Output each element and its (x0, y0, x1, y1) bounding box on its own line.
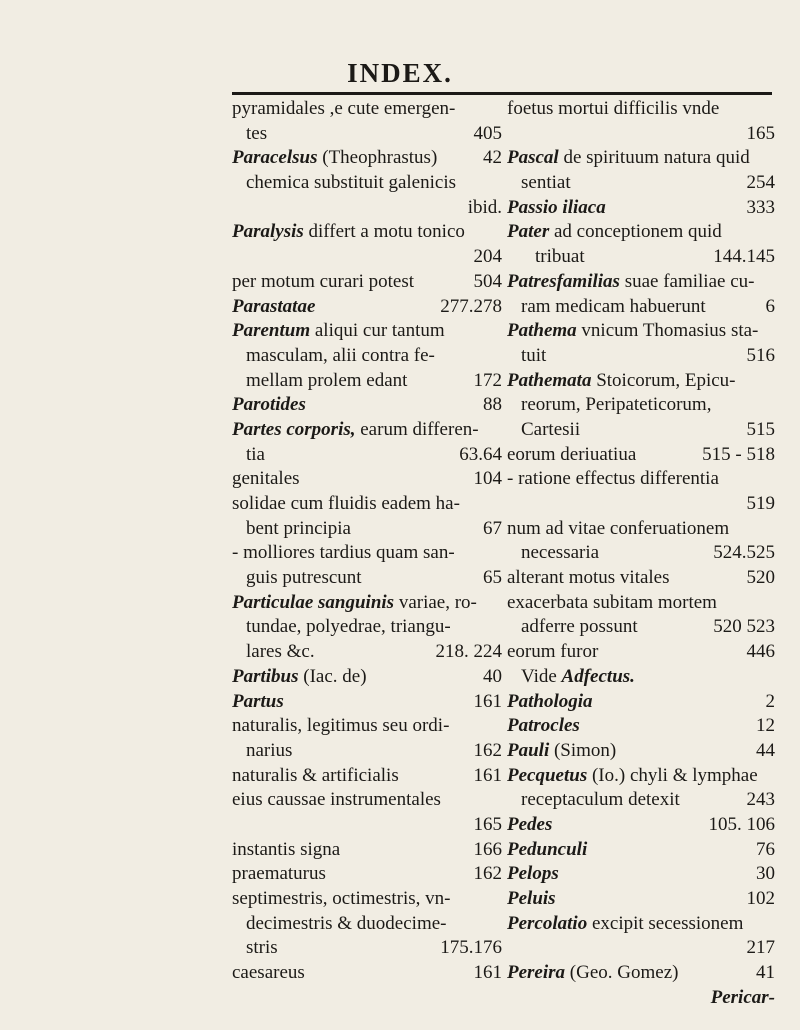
index-entry (232, 788, 502, 813)
entry-text: Pascal de spirituum natura quid (507, 147, 750, 169)
entry-text: Percolatio excipit secessionem (507, 912, 744, 934)
entry-text: Partes corporis, earum differen- (232, 418, 479, 440)
entry-page-ref: 515 - 518 (702, 443, 775, 465)
entry-text: Pedes (507, 813, 553, 835)
index-entry (507, 739, 775, 764)
entry-text: praematurus (232, 863, 326, 885)
index-entry (232, 517, 502, 542)
entry-text: naturalis, legitimus seu ordi- (232, 715, 450, 737)
entry-text: eorum furor (507, 641, 599, 663)
entry-page-ref: 161 (473, 764, 502, 786)
entry-text: caesareus (232, 962, 305, 984)
index-entry (232, 615, 502, 640)
entry-text: naturalis & artificialis (232, 764, 399, 786)
index-entry (507, 690, 775, 715)
entry-text: Pedunculi (507, 838, 588, 860)
entry-text: eius caussae instrumentales (232, 789, 441, 811)
index-entry (232, 739, 502, 764)
index-entry (507, 788, 775, 813)
index-entry (232, 912, 502, 937)
entry-page-ref: 44 (756, 739, 775, 761)
index-entry (232, 838, 502, 863)
index-entry (507, 541, 775, 566)
index-entry (507, 122, 775, 147)
index-entry (232, 146, 502, 171)
index-entry (232, 245, 502, 270)
entry-page-ref: 217 (746, 937, 775, 959)
entry-text: Parentum aliqui cur tantum (232, 320, 445, 342)
index-entry (232, 764, 502, 789)
index-entry (507, 245, 775, 270)
entry-text: decimestris & duodecime- (246, 912, 447, 934)
entry-text: Patrocles (507, 715, 580, 737)
index-entry (507, 887, 775, 912)
entry-page-ref: 504 (473, 270, 502, 292)
entry-text: Pathologia (507, 690, 593, 712)
entry-text: eorum deriuatiua (507, 443, 637, 465)
index-entry (232, 344, 502, 369)
entry-page-ref: 175.176 (440, 937, 502, 959)
index-entry (507, 961, 775, 986)
index-entry (232, 319, 502, 344)
entry-text: tia (246, 443, 265, 465)
index-entry (232, 220, 502, 245)
entry-page-ref: 172 (473, 369, 502, 391)
entry-text: Parotides (232, 394, 306, 416)
index-entry (232, 295, 502, 320)
entry-text: - molliores tardius quam san- (232, 542, 455, 564)
index-entry (507, 517, 775, 542)
index-entry (507, 566, 775, 591)
entry-page-ref: 243 (746, 789, 775, 811)
index-entry (232, 961, 502, 986)
entry-text: genitales (232, 468, 300, 490)
index-entry (232, 369, 502, 394)
entry-page-ref: 40 (483, 665, 502, 687)
entry-text: Patresfamilias suae familiae cu- (507, 270, 755, 292)
entry-text: narius (246, 739, 293, 761)
entry-page-ref: 166 (473, 838, 502, 860)
index-entry (507, 443, 775, 468)
entry-text: alterant motus vitales (507, 567, 670, 589)
index-entry (507, 146, 775, 171)
index-column-left (232, 97, 502, 986)
entry-text: per motum curari potest (232, 270, 415, 292)
entry-page-ref: 105. 106 (708, 813, 775, 835)
entry-text: Parastatae (232, 295, 316, 317)
index-entry (232, 418, 502, 443)
entry-text: pyramidales ,e cute emergen- (232, 98, 456, 119)
index-entry (507, 369, 775, 394)
index-entry (507, 615, 775, 640)
index-entry (507, 97, 775, 122)
entry-text: Pelops (507, 863, 559, 885)
index-entry (232, 97, 502, 122)
index-entry (507, 295, 775, 320)
entry-page-ref: 165 (473, 813, 502, 835)
index-entry (232, 591, 502, 616)
entry-text: Partus (232, 690, 284, 712)
entry-text: Vide Adfectus. (521, 665, 635, 687)
entry-page-ref: 76 (756, 838, 775, 860)
entry-page-ref: Pericar- (710, 986, 775, 1008)
index-entry (507, 813, 775, 838)
index-entry (232, 393, 502, 418)
index-entry (232, 467, 502, 492)
entry-text: Pater ad conceptionem quid (507, 221, 722, 243)
entry-page-ref: 65 (483, 567, 502, 589)
index-entry (507, 986, 775, 1011)
index-entry (232, 690, 502, 715)
entry-page-ref: 30 (756, 863, 775, 885)
entry-text: receptaculum detexit (521, 789, 680, 811)
index-entry (507, 492, 775, 517)
entry-page-ref: 204 (473, 246, 502, 268)
entry-text: sentiat (521, 172, 571, 194)
index-entry (507, 862, 775, 887)
entry-page-ref: 161 (473, 690, 502, 712)
index-entry (232, 171, 502, 196)
index-entry (507, 196, 775, 221)
entry-page-ref: ibid. (467, 196, 502, 218)
entry-page-ref: 254 (746, 172, 775, 194)
entry-page-ref: 162 (473, 739, 502, 761)
index-entry (232, 665, 502, 690)
index-entry (232, 122, 502, 147)
index-entry (507, 640, 775, 665)
entry-text: necessaria (521, 542, 600, 564)
entry-text: num ad vitae conferuationem (507, 517, 730, 539)
entry-page-ref: 41 (756, 962, 775, 984)
index-entry (507, 714, 775, 739)
index-entry (507, 838, 775, 863)
index-entry (232, 196, 502, 221)
entry-text: tribuat (535, 246, 585, 268)
entry-text: - ratione effectus differentia (507, 468, 719, 490)
index-entry (232, 640, 502, 665)
index-entry (507, 665, 775, 690)
entry-text: ram medicam habuerunt (521, 295, 706, 317)
entry-page-ref: 67 (483, 517, 502, 539)
entry-text: chemica substituit galenicis (246, 172, 457, 194)
entry-text: tuit (521, 344, 547, 366)
index-entry (232, 813, 502, 838)
index-entry (507, 220, 775, 245)
index-entry (507, 764, 775, 789)
header-rule (232, 92, 772, 95)
index-entry (232, 714, 502, 739)
entry-text: Paralysis differt a motu tonico (232, 221, 465, 243)
entry-text: Pathema vnicum Thomasius sta- (507, 320, 759, 342)
entry-text: Pereira (Geo. Gomez) (507, 962, 679, 984)
entry-page-ref: 277.278 (440, 295, 502, 317)
entry-page-ref: 6 (765, 295, 775, 317)
index-entry (507, 591, 775, 616)
entry-page-ref: 218. 224 (435, 641, 502, 663)
index-entry (232, 270, 502, 295)
index-entry (507, 319, 775, 344)
index-entry (232, 887, 502, 912)
entry-page-ref: 88 (483, 394, 502, 416)
entry-page-ref: 42 (483, 147, 502, 169)
entry-page-ref: 12 (756, 715, 775, 737)
entry-text: exacerbata subitam mortem (507, 591, 717, 613)
entry-page-ref: 520 (746, 567, 775, 589)
entry-text: Pathemata Stoicorum, Epicu- (507, 369, 736, 391)
entry-page-ref: 333 (746, 196, 775, 218)
entry-text: Pecquetus (Io.) chyli & lymphae (507, 764, 758, 786)
entry-page-ref: 524.525 (713, 542, 775, 564)
entry-text: adferre possunt (521, 616, 638, 638)
index-entry (232, 862, 502, 887)
entry-text: Cartesii (521, 418, 581, 440)
index-entry (507, 936, 775, 961)
entry-text: Partibus (Iac. de) (232, 665, 367, 687)
entry-text: Particulae sanguinis variae, ro- (232, 591, 477, 613)
entry-page-ref: 520 523 (713, 616, 775, 638)
entry-text: stris (246, 937, 278, 959)
entry-text: solidae cum fluidis eadem ha- (232, 493, 460, 514)
entry-text: reorum, Peripateticorum, (521, 394, 712, 416)
entry-page-ref: 2 (765, 690, 775, 712)
index-entry (507, 171, 775, 196)
entry-text: Pauli (Simon) (507, 739, 617, 761)
entry-text: lares &c. (246, 641, 315, 663)
entry-page-ref: 104 (473, 468, 502, 490)
index-entry (507, 467, 775, 492)
entry-text: tes (246, 122, 268, 144)
entry-text: mellam prolem edant (246, 369, 408, 391)
entry-text: guis putrescunt (246, 567, 362, 589)
entry-page-ref: 405 (473, 122, 502, 144)
index-entry (232, 566, 502, 591)
index-entry (232, 443, 502, 468)
index-entry (507, 344, 775, 369)
entry-text: Paracelsus (Theophrastus) (232, 147, 438, 169)
entry-page-ref: 515 (746, 418, 775, 440)
index-entry (507, 418, 775, 443)
entry-page-ref: 63.64 (459, 443, 502, 465)
entry-page-ref: 144.145 (713, 246, 775, 268)
entry-text: foetus mortui difficilis vnde (507, 98, 720, 119)
index-entry (507, 912, 775, 937)
entry-page-ref: 519 (746, 493, 775, 514)
entry-text: masculam, alii contra fe- (246, 344, 435, 366)
entry-text: septimestris, octimestris, vn- (232, 888, 451, 909)
entry-page-ref: 161 (473, 962, 502, 984)
entry-page-ref: 162 (473, 863, 502, 885)
index-entry (232, 492, 502, 517)
index-entry (232, 541, 502, 566)
index-column-right (507, 97, 775, 1010)
entry-text: bent principia (246, 517, 351, 539)
index-entry (232, 936, 502, 961)
index-entry (507, 270, 775, 295)
entry-text: instantis signa (232, 838, 341, 860)
entry-text: Peluis (507, 888, 556, 909)
page-header: INDEX. (347, 58, 453, 88)
entry-text: Passio iliaca (507, 196, 606, 218)
entry-page-ref: 165 (746, 122, 775, 144)
entry-text: tundae, polyedrae, triangu- (246, 616, 451, 638)
entry-page-ref: 102 (746, 888, 775, 909)
index-entry (507, 393, 775, 418)
entry-page-ref: 446 (746, 641, 775, 663)
entry-page-ref: 516 (746, 344, 775, 366)
